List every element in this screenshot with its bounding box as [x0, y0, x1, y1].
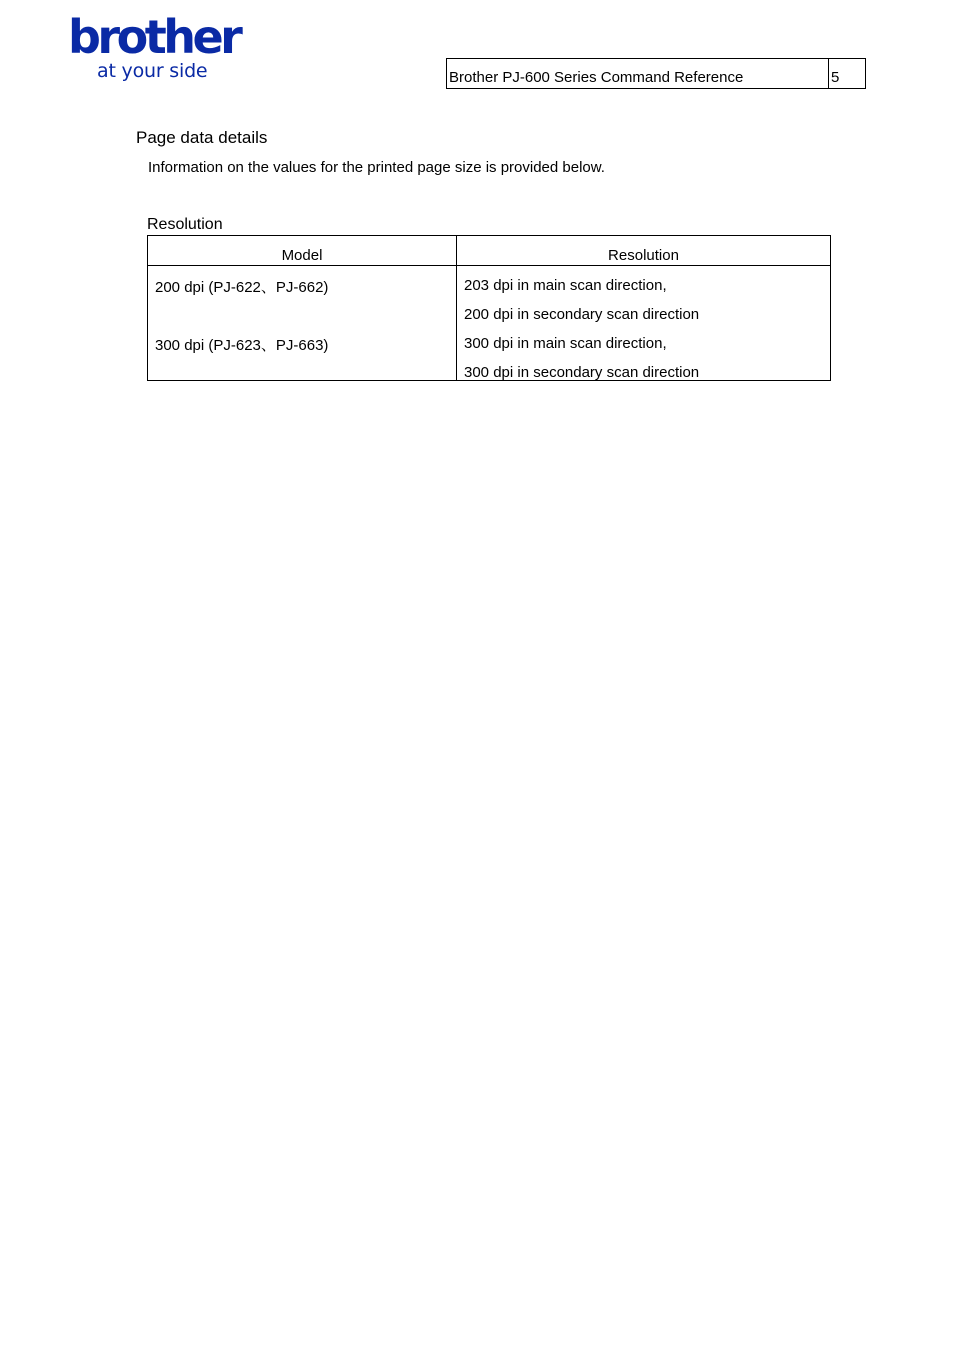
header-divider [148, 265, 830, 266]
table-cell-resolution: 300 dpi in main scan direction, [464, 335, 667, 352]
table-cell-model: 200 dpi (PJ-622、PJ-662) [155, 279, 329, 296]
table-caption: Resolution [147, 216, 223, 233]
page-number: 5 [831, 69, 840, 86]
table-cell-resolution: 203 dpi in main scan direction, [464, 277, 667, 294]
column-header-model: Model [281, 247, 323, 264]
column-header-resolution: Resolution [608, 247, 679, 264]
table-cell-model: 300 dpi (PJ-623、PJ-663) [155, 337, 329, 354]
table-cell-resolution: 200 dpi in secondary scan direction [464, 306, 700, 323]
resolution-table [147, 235, 831, 381]
document-header [446, 58, 866, 89]
logo-wordmark: brother [68, 10, 240, 64]
logo-tagline: at your side [97, 60, 208, 82]
brother-logo [68, 10, 240, 88]
section-intro: Information on the values for the printed page size is provided below. [148, 159, 605, 176]
section-title: Page data details [136, 128, 268, 147]
table-cell-resolution: 300 dpi in secondary scan direction [464, 364, 700, 381]
document-title: Brother PJ-600 Series Command Reference [447, 59, 829, 88]
